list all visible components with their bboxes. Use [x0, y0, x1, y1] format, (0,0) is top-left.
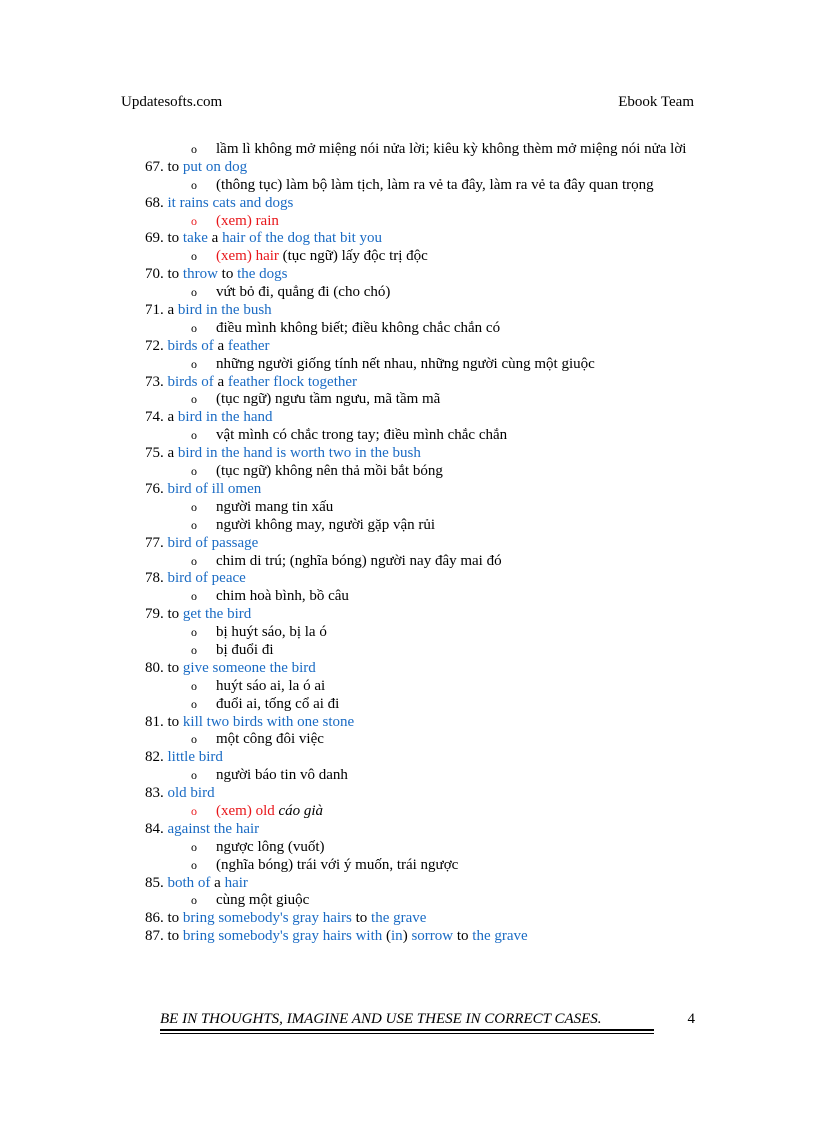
idiom-phrase: the grave — [371, 910, 427, 927]
definition-item — [0, 696, 816, 714]
page-header — [121, 94, 694, 114]
idiom-phrase: bird of passage — [167, 534, 259, 551]
definition-item — [0, 642, 816, 660]
circle-bullet-icon: o — [191, 428, 197, 443]
circle-bullet-icon: o — [191, 768, 197, 783]
text-segment: (tục ngữ) không nên thả mồi bắt bóng — [216, 463, 443, 480]
idiom-phrase: bird of peace — [167, 570, 246, 587]
idiom-phrase: sorrow — [411, 928, 454, 945]
idiom-phrase: feather — [227, 337, 270, 354]
circle-bullet-icon: o — [191, 499, 197, 514]
text-segment: 74. a — [145, 409, 178, 426]
idiom-phrase: put on dog — [182, 158, 248, 175]
idiom-phrase: bird of ill omen — [167, 480, 262, 497]
text-segment: đuổi ai, tống cổ ai đi — [216, 695, 340, 712]
text-segment: người mang tin xấu — [216, 498, 334, 515]
idiom-entry — [0, 374, 816, 392]
circle-bullet-icon: o — [191, 356, 197, 371]
idiom-entry — [0, 445, 816, 463]
text-segment: (thông tục) làm bộ làm tịch, làm ra vẻ ta đây, làm ra vẻ ta đây quan trọng — [216, 176, 654, 193]
circle-bullet-icon: o — [191, 517, 197, 532]
text-segment: 77. — [145, 534, 168, 551]
circle-bullet-icon: o — [191, 464, 197, 479]
idiom-phrase: old bird — [167, 785, 215, 802]
footer-rule — [160, 1033, 654, 1034]
idiom-phrase: bird in the hand — [177, 409, 273, 426]
text-segment: 73. — [145, 373, 168, 390]
definition-item — [0, 499, 816, 517]
circle-bullet-icon: o — [191, 642, 197, 657]
text-segment: 85. — [145, 874, 168, 891]
idiom-phrase: the dogs — [237, 266, 288, 283]
definition-item — [0, 248, 816, 266]
definition-item — [0, 284, 816, 302]
circle-bullet-icon: o — [191, 893, 197, 908]
idiom-phrase: birds of — [167, 337, 214, 354]
definition-item — [0, 320, 816, 338]
circle-bullet-icon: o — [191, 177, 197, 192]
text-segment: 69. to — [145, 230, 183, 247]
text-segment: 86. to — [145, 910, 183, 927]
circle-bullet-icon: o — [191, 213, 197, 228]
idiom-phrase: hair — [224, 874, 248, 891]
circle-bullet-icon: o — [191, 589, 197, 604]
circle-bullet-icon: o — [191, 249, 197, 264]
text-segment: to — [453, 928, 473, 945]
text-segment: (nghĩa bóng) trái với ý muốn, trái ngược — [216, 856, 459, 873]
definition-item — [0, 588, 816, 606]
idiom-phrase: in — [391, 928, 403, 945]
idiom-entry — [0, 910, 816, 928]
idiom-phrase: birds of — [167, 373, 214, 390]
definition-item — [0, 624, 816, 642]
header-site: Updatesofts.com — [121, 94, 223, 110]
definition-item — [0, 839, 816, 857]
idiom-entry — [0, 266, 816, 284]
idiom-entry — [0, 535, 816, 553]
text-segment: cùng một giuộc — [216, 892, 310, 909]
idiom-phrase: bring somebody's gray hairs — [182, 910, 352, 927]
idiom-entry — [0, 749, 816, 767]
footer-rule — [160, 1029, 654, 1031]
text-segment: 72. — [145, 337, 168, 354]
idiom-entry — [0, 714, 816, 732]
definition-item — [0, 857, 816, 875]
definition-item — [0, 678, 816, 696]
idiom-phrase: feather flock together — [227, 373, 358, 390]
cross-reference: (xem) rain — [216, 212, 279, 229]
circle-bullet-icon: o — [191, 803, 197, 818]
idiom-phrase: bird in the hand is worth two in the bush — [177, 445, 421, 462]
text-segment: cáo già — [278, 802, 324, 819]
text-segment: những người giống tính nết nhau, những người cùng một giuộc — [216, 355, 595, 372]
text-segment: (tục ngữ) lấy độc trị độc — [278, 248, 428, 265]
circle-bullet-icon: o — [191, 678, 197, 693]
text-segment: người không may, người gặp vận rủi — [216, 516, 436, 533]
text-segment: 84. — [145, 820, 168, 837]
circle-bullet-icon: o — [191, 732, 197, 747]
definition-item — [0, 427, 816, 445]
idiom-entry — [0, 660, 816, 678]
idiom-phrase: little bird — [167, 749, 223, 766]
text-segment: ngược lông (vuốt) — [216, 838, 325, 855]
definition-item — [0, 391, 816, 409]
definition-item — [0, 356, 816, 374]
circle-bullet-icon: o — [191, 857, 197, 872]
text-segment: 67. to — [145, 158, 183, 175]
cross-reference: (xem) hair — [216, 248, 279, 265]
circle-bullet-icon: o — [191, 142, 197, 156]
text-segment: chim hoà bình, bồ câu — [216, 588, 349, 605]
text-segment: ( — [382, 928, 392, 945]
text-segment: một công đôi việc — [216, 731, 324, 748]
idiom-entry — [0, 230, 816, 248]
text-segment: to — [351, 910, 372, 927]
idiom-phrase: kill two birds with one stone — [182, 713, 355, 730]
definition-item — [0, 463, 816, 481]
circle-bullet-icon: o — [191, 839, 197, 854]
definition-item — [0, 892, 816, 910]
text-segment: huýt sáo ai, la ó ai — [216, 677, 326, 694]
text-segment: lầm lì không mở miệng nói nửa lời; kiêu kỳ không thèm mở miệng nói nửa lời — [216, 141, 687, 157]
text-segment: 70. to — [145, 266, 183, 283]
text-segment: to — [217, 266, 238, 283]
definition-item — [0, 803, 816, 821]
idiom-phrase: bird in the bush — [177, 302, 272, 319]
idiom-list — [0, 141, 816, 946]
circle-bullet-icon: o — [191, 392, 197, 407]
text-segment: 83. — [145, 785, 168, 802]
text-segment: 71. a — [145, 302, 178, 319]
idiom-phrase: hair of the dog that bit you — [222, 230, 383, 247]
idiom-phrase: get the bird — [182, 606, 252, 623]
idiom-entry — [0, 481, 816, 499]
idiom-phrase: throw — [182, 266, 218, 283]
text-segment: a — [207, 230, 223, 247]
footer-slogan: BE IN THOUGHTS, IMAGINE AND USE THESE IN CORRECT CASES. — [160, 1011, 602, 1027]
idiom-entry — [0, 338, 816, 356]
idiom-phrase: it rains cats and dogs — [167, 194, 294, 211]
idiom-phrase: both of — [167, 874, 211, 891]
definition-item — [0, 517, 816, 535]
idiom-phrase: bring somebody's gray hairs with — [182, 928, 383, 945]
idiom-phrase: take — [182, 230, 208, 247]
definition-item — [0, 553, 816, 571]
idiom-entry — [0, 928, 816, 946]
idiom-entry — [0, 821, 816, 839]
page-footer — [160, 1011, 695, 1035]
circle-bullet-icon: o — [191, 625, 197, 640]
text-segment: 81. to — [145, 713, 183, 730]
circle-bullet-icon: o — [191, 285, 197, 300]
text-segment: chim di trú; (nghĩa bóng) người nay đây mai đó — [216, 552, 502, 569]
text-segment: người báo tin vô danh — [216, 767, 348, 784]
definition-item — [0, 731, 816, 749]
text-segment: 87. to — [145, 928, 183, 945]
circle-bullet-icon: o — [191, 696, 197, 711]
text-segment: a — [213, 373, 228, 390]
text-segment: 68. — [145, 194, 168, 211]
text-segment: 76. — [145, 480, 168, 497]
text-segment: bị huýt sáo, bị la ó — [216, 624, 327, 641]
text-segment: a — [213, 337, 228, 354]
idiom-entry — [0, 785, 816, 803]
idiom-entry — [0, 195, 816, 213]
text-segment: 78. — [145, 570, 168, 587]
idiom-phrase: give someone the bird — [182, 659, 316, 676]
text-segment: (tục ngữ) ngưu tầm ngưu, mã tầm mã — [216, 391, 441, 408]
idiom-entry — [0, 409, 816, 427]
text-segment: 80. to — [145, 659, 183, 676]
text-segment: ) — [402, 928, 412, 945]
circle-bullet-icon: o — [191, 553, 197, 568]
idiom-entry — [0, 875, 816, 893]
text-segment: 79. to — [145, 606, 183, 623]
idiom-entry — [0, 302, 816, 320]
text-segment: 75. a — [145, 445, 178, 462]
idiom-entry — [0, 570, 816, 588]
definition-item — [0, 177, 816, 195]
text-segment: bị đuổi đi — [216, 641, 274, 658]
idiom-phrase: against the hair — [167, 820, 260, 837]
cross-reference: (xem) old — [216, 802, 275, 819]
page-number: 4 — [687, 1011, 695, 1027]
definition-item — [0, 767, 816, 785]
idiom-entry — [0, 159, 816, 177]
idiom-entry — [0, 606, 816, 624]
header-team: Ebook Team — [618, 94, 694, 110]
text-segment: vứt bỏ đi, quẳng đi (cho chó) — [216, 284, 391, 301]
circle-bullet-icon: o — [191, 320, 197, 335]
definition-item — [0, 213, 816, 231]
text-segment: điều mình không biết; điều không chắc chắn có — [216, 319, 501, 336]
definition-item — [0, 141, 816, 159]
text-segment: a — [210, 874, 225, 891]
text-segment: vật mình có chắc trong tay; điều mình chắc chắn — [216, 427, 508, 444]
idiom-phrase: the grave — [472, 928, 528, 945]
text-segment: 82. — [145, 749, 168, 766]
